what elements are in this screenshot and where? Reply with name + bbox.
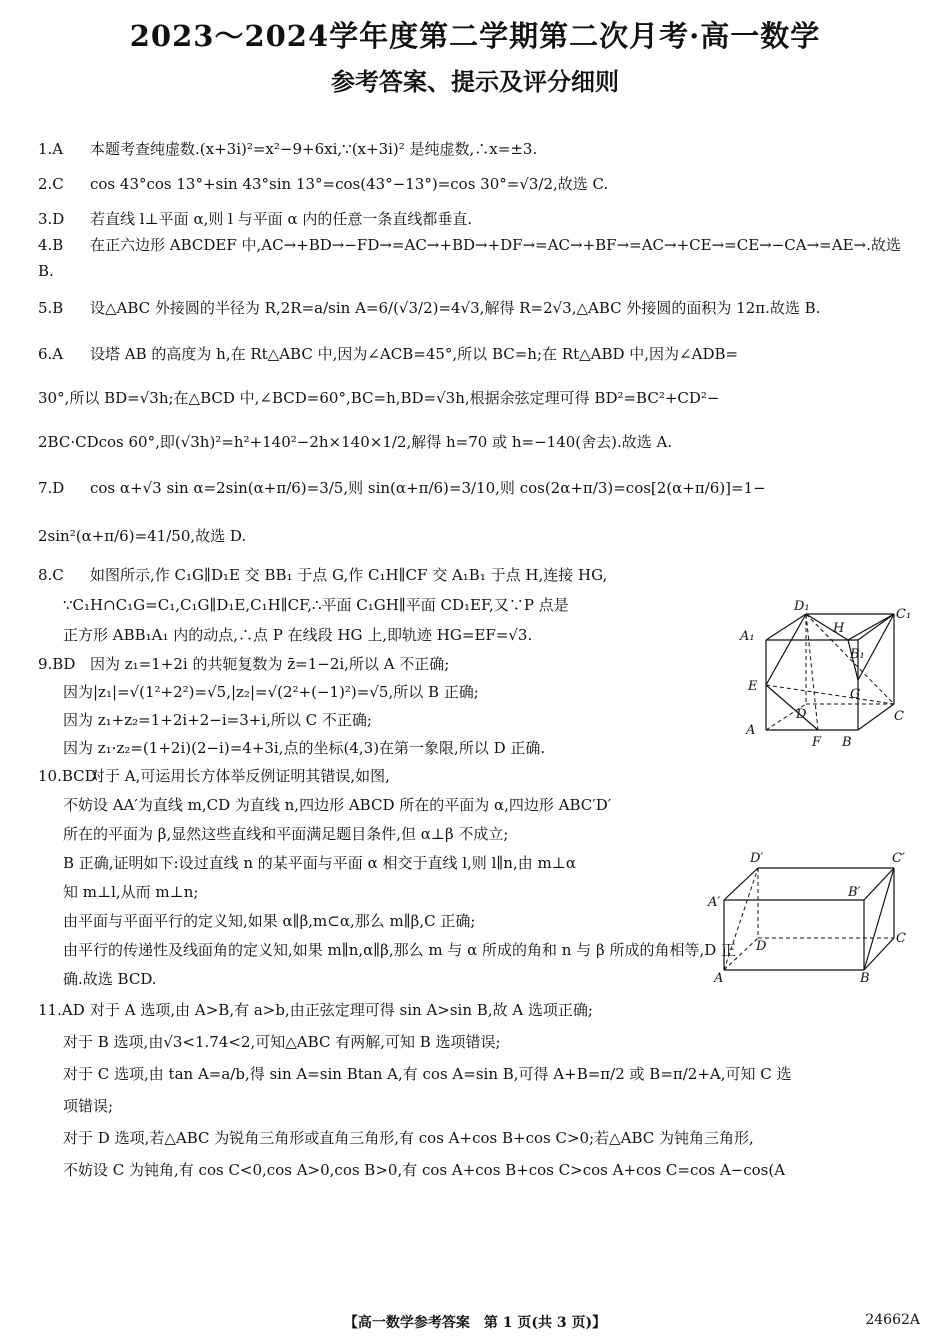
answer-6	[38, 332, 910, 464]
label-E: E	[748, 679, 758, 694]
answer-text: 如图所示,作 C₁G∥D₁E 交 BB₁ 于点 G,作 C₁H∥CF 交 A₁B₁ 于点 H,连接 HG,	[90, 566, 608, 584]
label-A1: A₁	[740, 629, 755, 644]
answer-11	[38, 994, 910, 1186]
answer-text: 对于 A,可运用长方体举反例证明其错误,如图,	[90, 767, 390, 785]
edge	[858, 614, 894, 640]
answer-text: 因为|z₁|=√(1²+2²)=√5,|z₂|=√(2²+(−1)²)=√5,所以 B 正确;	[63, 683, 479, 701]
answer-number: 5.B	[38, 299, 64, 317]
cube-figure	[738, 600, 916, 770]
answer-text: 不妨设 C 为钝角,有 cos C<0,cos A>0,cos B>0,有 cos A+cos B+cos C>cos A+cos C=cos A−cos(A	[63, 1161, 786, 1179]
label-C: C	[896, 931, 906, 946]
answer-text: 正方形 ABB₁A₁ 内的动点,∴点 P 在线段 HG 上,即轨迹 HG=EF=√3.	[63, 626, 533, 644]
answer-text: 设塔 AB 的高度为 h,在 Rt△ABC 中,因为∠ACB=45°,所以 BC=h;在 Rt△ABD 中,因为∠ADB=	[90, 345, 739, 363]
answer-number: 9.BD	[38, 655, 76, 673]
page-subtitle: 参考答案、提示及评分细则	[331, 67, 619, 96]
answer-text: 对于 C 选项,由 tan A=a/b,得 sin A=sin Btan A,有 cos A=sin B,可得 A+B=π/2 或 B=π/2+A,可知 C 选	[63, 1065, 792, 1083]
label-B1: B₁	[850, 647, 865, 662]
answer-text: 在正六边形 ABCDEF 中,AC→+BD→−FD→=AC→+BD→+DF→=AC→+BF→=AC→+CE→=CE→−CA→=AE→.故选 B.	[38, 236, 901, 280]
answer-text: 所在的平面为 β,显然这些直线和平面满足题目条件,但 α⊥β 不成立;	[63, 825, 509, 843]
label-A: A	[746, 723, 756, 738]
label-F: F	[812, 735, 822, 750]
answer-text: 2BC·CDcos 60°,即(√3h)²=h²+140²−2h×140×1/2,解得 h=70 或 h=−140(舍去).故选 A.	[38, 433, 673, 451]
label-B-prime: B′	[848, 885, 861, 900]
answer-text: 本题考查纯虚数.(x+3i)²=x²−9+6xi,∵(x+3i)² 是纯虚数,∴x=±3.	[90, 140, 538, 158]
answer-text: 因为 z₁·z₂=(1+2i)(2−i)=4+3i,点的坐标(4,3)在第一象限,所以 D 正确.	[63, 739, 546, 757]
answer-text: 若直线 l⊥平面 α,则 l 与平面 α 内的任意一条直线都垂直.	[90, 210, 473, 228]
label-A: A	[714, 971, 724, 986]
answer-number: 8.C	[38, 566, 64, 584]
answer-text: 知 m⊥l,从而 m⊥n;	[63, 883, 199, 901]
answer-text: 由平行的传递性及线面角的定义知,如果 m∥n,α∥β,那么 m 与 α 所成的角和 n 与 β 所成的角相等,D 正	[63, 941, 737, 959]
answer-text: 因为 z₁=1+2i 的共轭复数为 z̄=1−2i,所以 A 不正确;	[90, 655, 450, 673]
hidden-edge	[806, 614, 818, 730]
answer-number: 10.BCD	[38, 767, 97, 785]
answer-7	[38, 464, 910, 560]
answer-number: 1.A	[38, 140, 64, 158]
edge	[766, 614, 806, 640]
page-footer: 【高一数学参考答案 第 1 页(共 3 页)】	[343, 1315, 607, 1331]
answer-text: 对于 D 选项,若△ABC 为锐角三角形或直角三角形,有 cos A+cos B+cos C>0;若△ABC 为钝角三角形,	[63, 1129, 754, 1147]
answer-text: B 正确,证明如下:设过直线 n 的某平面与平面 α 相交于直线 l,则 l∥n,由 m⊥α	[63, 854, 576, 872]
answer-number: 7.D	[38, 479, 65, 497]
label-C: C	[894, 709, 904, 724]
answer-text: 确.故选 BCD.	[63, 970, 157, 988]
answer-text: cos α+√3 sin α=2sin(α+π/6)=3/5,则 sin(α+π/6)=3/10,则 cos(2α+π/3)=cos[2(α+π/6)]=1−	[90, 479, 766, 497]
document-code: 24662A	[865, 1312, 920, 1328]
label-B: B	[842, 735, 852, 750]
label-C1: C₁	[896, 607, 912, 622]
label-G: G	[850, 687, 861, 702]
label-H: H	[833, 621, 845, 636]
label-B: B	[860, 971, 870, 986]
answer-text: 因为 z₁+z₂=1+2i+2−i=3+i,所以 C 不正确;	[63, 711, 372, 729]
answer-number: 11.AD	[38, 1001, 85, 1019]
label-D: D	[756, 939, 767, 954]
answer-text: 30°,所以 BD=√3h;在△BCD 中,∠BCD=60°,BC=h,BD=√3h,根据余弦定理可得 BD²=BC²+CD²−	[38, 389, 720, 407]
answer-text: 2sin²(α+π/6)=41/50,故选 D.	[38, 527, 247, 545]
edge	[724, 868, 758, 900]
answer-text: 由平面与平面平行的定义知,如果 α∥β,m⊂α,那么 m∥β,C 正确;	[63, 912, 476, 930]
label-D-prime: D′	[750, 851, 764, 866]
answer-2	[38, 162, 910, 206]
answer-8	[38, 560, 738, 650]
answer-text: 不妨设 AA′为直线 m,CD 为直线 n,四边形 ABCD 所在的平面为 α,四边形 ABC′D′	[63, 796, 612, 814]
answer-3	[38, 206, 910, 232]
answer-text: 对于 B 选项,由√3<1.74<2,可知△ABC 有两解,可知 B 选项错误;	[63, 1033, 501, 1051]
answer-text: 对于 A 选项,由 A>B,有 a>b,由正弦定理可得 sin A>sin B,故 A 选项正确;	[90, 1001, 593, 1019]
answer-number: 6.A	[38, 345, 64, 363]
page-title: 2023～2024学年度第二学期第二次月考·高一数学	[129, 19, 821, 53]
diag	[766, 614, 806, 685]
answer-4	[38, 232, 910, 284]
answer-5	[38, 284, 910, 332]
label-D1: D₁	[794, 600, 810, 614]
label-C-prime: C′	[892, 851, 905, 866]
answer-text: 项错误;	[63, 1097, 114, 1115]
answer-text: ∵C₁H∩C₁G=C₁,C₁G∥D₁E,C₁H∥CF,∴平面 C₁GH∥平面 CD₁EF,又∵P 点是	[63, 596, 569, 614]
edge	[858, 704, 894, 730]
label-A-prime: A′	[708, 895, 721, 910]
box-figure	[706, 848, 916, 986]
answer-number: 4.B	[38, 236, 64, 254]
answer-number: 3.D	[38, 210, 65, 228]
answer-number: 2.C	[38, 175, 64, 193]
answer-1	[38, 136, 910, 162]
answer-text: cos 43°cos 13°+sin 43°sin 13°=cos(43°−13°)=cos 30°=√3/2,故选 C.	[90, 175, 609, 193]
answer-text: 设△ABC 外接圆的半径为 R,2R=a/sin A=6/(√3/2)=4√3,解得 R=2√3,△ABC 外接圆的面积为 12π.故选 B.	[90, 299, 821, 317]
label-D: D	[796, 707, 807, 722]
